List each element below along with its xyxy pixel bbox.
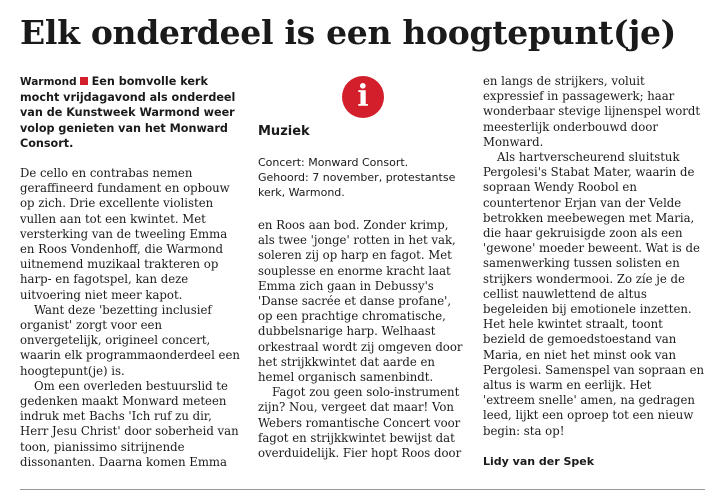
body-paragraph-4: Fagot zou geen solo-instrument zijn? Nou, vergeet dat maar! Von Webers romantische Concert voor fagot en strijkkwintet bewijst dat overduidelijk. Fier hopt Roos door bbox=[258, 385, 462, 461]
info-box-body bbox=[258, 155, 466, 201]
bullet-square-icon bbox=[80, 77, 88, 85]
body-paragraph-1: De cello en contrabas nemen geraffineerd fundament en opbouw op zich. Drie excellente violisten vullen aan tot een kwintet. Met versterking van de tweeling Emma en Roos Vondenhoff, die Warmond uitnemend muzikaal trakteren op harp- en fagotspel, kan deze uitvoering niet meer kapot. bbox=[20, 166, 230, 302]
byline: Lidy van der Spek bbox=[483, 454, 595, 468]
info-box bbox=[258, 74, 466, 218]
info-icon-glyph: i bbox=[357, 79, 369, 114]
bottom-rule bbox=[20, 489, 705, 490]
info-box-concert: Concert: Monward Consort. bbox=[258, 156, 409, 169]
body-paragraph-4-end: en langs de strijkers, voluit expressief in passagewerk; haar wonderbaar stevige lijnenspel wordt meesterlijk onderbouwd door Monward. bbox=[483, 74, 701, 149]
lead-text: Een bomvolle kerk mocht vrijdagavond als onderdeel van de Kunstweek Warmond weer volop genieten van het Monward Consort. bbox=[20, 75, 236, 150]
article-column-2 bbox=[258, 74, 466, 461]
headline: Elk onderdeel is een hoogtepunt(je) bbox=[20, 13, 676, 52]
article-column-3 bbox=[483, 74, 705, 469]
article-column-1 bbox=[20, 74, 242, 470]
body-paragraph-2: Want deze 'bezetting inclusief organist' zorgt voor een onvergetelijk, origineel concert, waarin elk programmaonderdeel een hoogtepunt(je) is. bbox=[20, 302, 240, 378]
info-box-date: Gehoord: 7 november, protestantse kerk, Warmond. bbox=[258, 171, 456, 200]
body-paragraph-3-start: Om een overleden bestuurslid te gedenken maakt Monward meteen indruk met Bachs 'Ich ruf zu dir, Herr Jesu Christ' door soberheid van toon, pianissimo sitrijnende dissonanten. Daarna komen Emma bbox=[20, 378, 239, 469]
body-paragraph-5: Als hartverscheurend sluitstuk Pergolesi's Stabat Mater, waarin de sopraan Wendy Roobol en countertenor Erjan van der Velde betrokken meebewegen met Maria, die haar gekruisigde zoon als een 'gewone' moeder beweent. Wat is de samenwerking tussen solisten en strijkers wondermooi. Zo zíe je de cellist nauwlettend de altus begeleiden bij emotionele inzetten. Het hele kwintet straalt, toont bezield de gemoedstoestand van Maria, en niet het minst ook van Pergolesi. Samenspel van sopraan en altus is warm en eerlijk. Het 'extreem snelle' amen, na gedragen leed, lijkt een oproep tot een nieuw begin: sta op! bbox=[483, 150, 705, 438]
info-icon bbox=[342, 76, 384, 118]
body-paragraph-3-end: en Roos aan bod. Zonder krimp, als twee 'jonge' rotten in het vak, soleren zij op harp en fagot. Met souplesse en enorme kracht laat Emma zich gaan in Debussy's 'Danse sacrée et danse profane', op een prachtige chromatische, dubbelsnarige harp. Welhaast orkestraal wordt zij omgeven door het strijkkwintet dat aarde en hemel organisch samenbindt. bbox=[258, 218, 463, 385]
dateline: Warmond bbox=[20, 76, 77, 88]
lead-paragraph bbox=[20, 74, 242, 151]
info-box-title: Muziek bbox=[258, 124, 310, 139]
